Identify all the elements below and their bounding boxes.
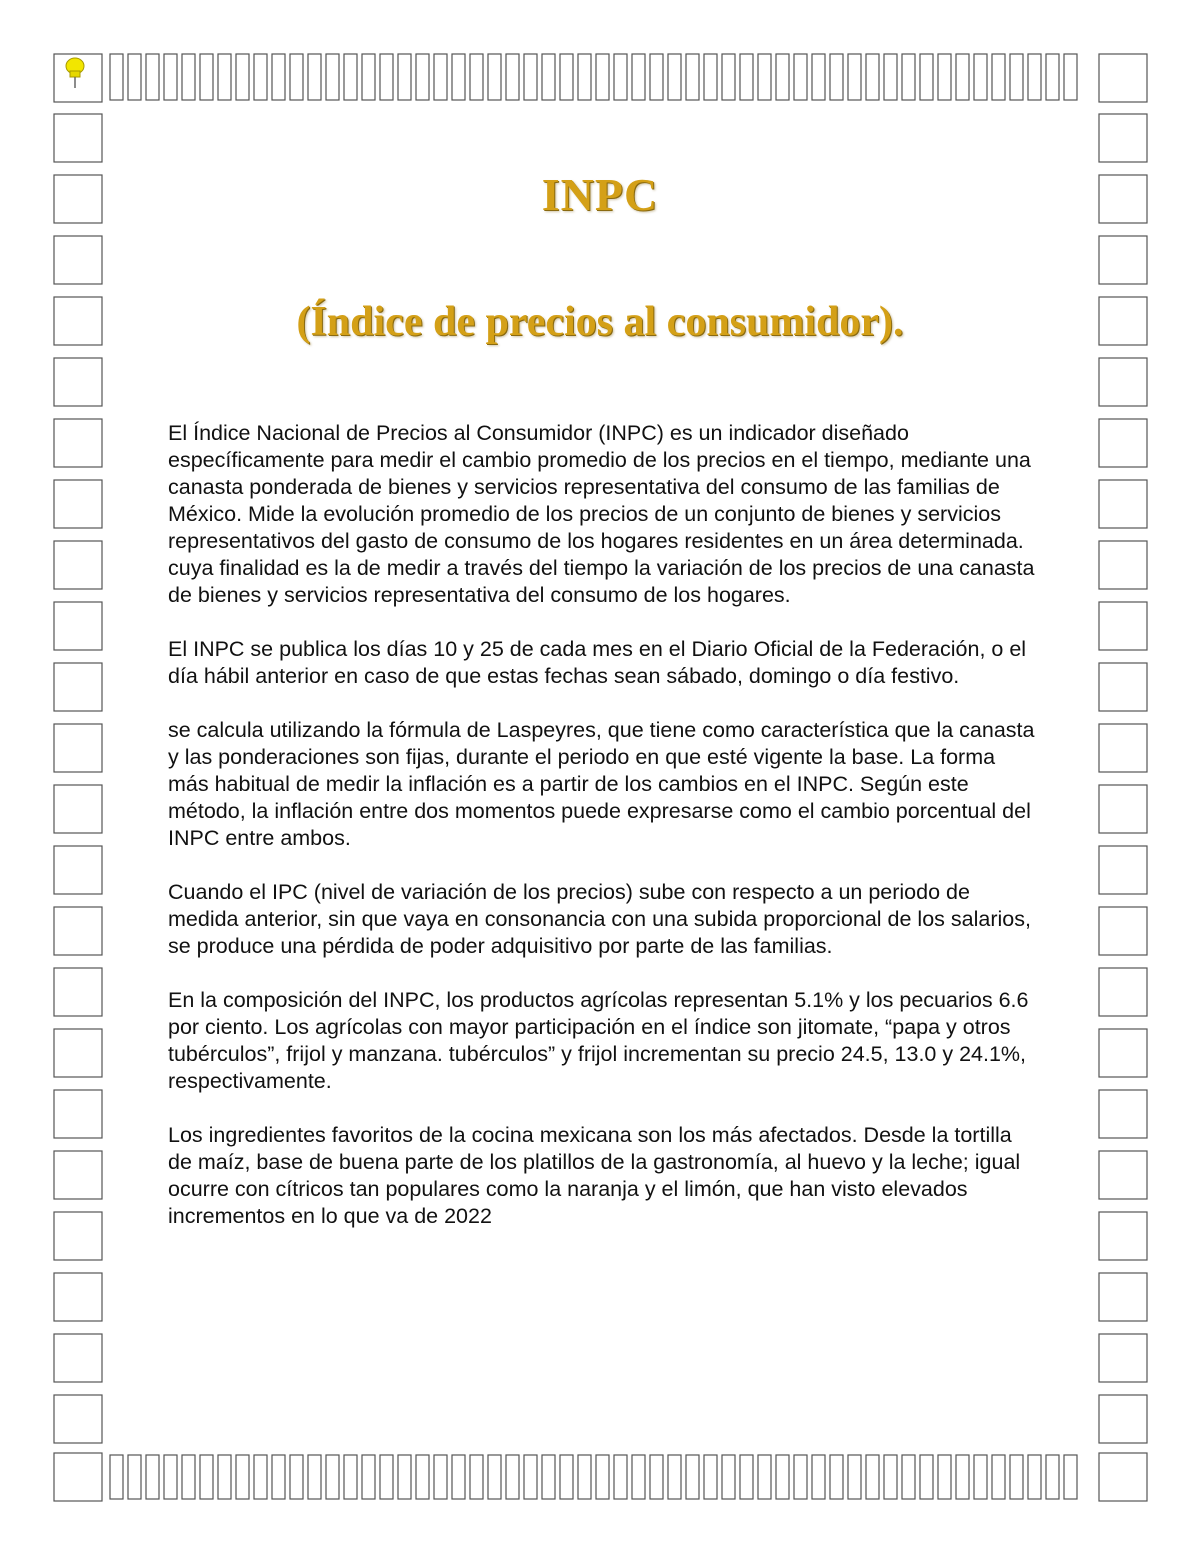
border-bottom-box [1028,1455,1041,1499]
border-top-box [956,54,969,100]
border-top-box [218,54,231,100]
border-top-box [848,54,861,100]
border-top-box [1046,54,1059,100]
border-bottom-box [974,1455,987,1499]
border-bottom-box [542,1455,555,1499]
border-bottom-box [632,1455,645,1499]
border-side-box [1099,1090,1147,1138]
border-top-box [524,54,537,100]
border-side-box [1099,602,1147,650]
border-side-box [1099,663,1147,711]
border-bottom-box [398,1455,411,1499]
border-bottom-box [236,1455,249,1499]
border-bottom-box [200,1455,213,1499]
border-bottom-box [758,1455,771,1499]
border-side-box [1099,1273,1147,1321]
border-side-box [54,1334,102,1382]
border-side-box [54,419,102,467]
border-bottom-box [524,1455,537,1499]
border-top-box [308,54,321,100]
border-side-box [1099,419,1147,467]
border-bottom-box [128,1455,141,1499]
border-bottom-box [254,1455,267,1499]
border-bottom-box [1064,1455,1077,1499]
border-side-box [1099,724,1147,772]
page-title: INPC [541,169,659,220]
border-bottom-box [596,1455,609,1499]
border-bottom-box [812,1455,825,1499]
border-bottom-box [560,1455,573,1499]
border-side-box [54,541,102,589]
border-top-box [560,54,573,100]
border-top-box [1010,54,1023,100]
border-side-box [54,785,102,833]
border-bottom-box [1046,1455,1059,1499]
border-top-box [1064,54,1077,100]
border-side-box [1099,1334,1147,1382]
border-bottom-box [452,1455,465,1499]
border-bottom-box [272,1455,285,1499]
border-corner [54,1453,102,1501]
border-side-box [1099,1151,1147,1199]
border-side-box [1099,1029,1147,1077]
border-bottom-box [434,1455,447,1499]
border-side-box [54,1395,102,1443]
border-top-box [434,54,447,100]
border-side-box [1099,968,1147,1016]
border-side-box [54,480,102,528]
border-top-box [686,54,699,100]
border-bottom-box [920,1455,933,1499]
border-top-box [290,54,303,100]
border-top-box [812,54,825,100]
border-top-box [866,54,879,100]
border-top-box [596,54,609,100]
page-subtitle: (Índice de precios al consumidor). [296,299,904,345]
border-side-box [1099,480,1147,528]
paragraph-2: El INPC se publica los días 10 y 25 de cada mes en el Diario Oficial de la Federación, o el día hábil anterior en caso de que estas fechas sean sábado, domingo o día festivo. [168,637,1027,688]
border-bottom-box [668,1455,681,1499]
border-bottom-box [416,1455,429,1499]
border-bottom-box [884,1455,897,1499]
border-top-box [920,54,933,100]
border-top-box [398,54,411,100]
border-corner [1099,1453,1147,1501]
border-bottom-box [164,1455,177,1499]
border-top-box [236,54,249,100]
border-top-box [938,54,951,100]
border-bottom-box [704,1455,717,1499]
border-top-box [758,54,771,100]
border-top-box [740,54,753,100]
border-top-box [272,54,285,100]
border-corner [1099,54,1147,102]
border-top-box [506,54,519,100]
border-top-box [416,54,429,100]
border-side-box [54,1273,102,1321]
border-side-box [1099,1395,1147,1443]
border-top-box [902,54,915,100]
border-side-box [54,846,102,894]
border-top-box [182,54,195,100]
border-top-box [578,54,591,100]
border-top-box [362,54,375,100]
border-side-box [54,1212,102,1260]
border-bottom-box [578,1455,591,1499]
border-bottom-box [344,1455,357,1499]
border-bottom-box [866,1455,879,1499]
border-top-box [146,54,159,100]
pushpin-icon [55,54,95,94]
border-top-box [884,54,897,100]
border-top-box [704,54,717,100]
paragraph-1: El Índice Nacional de Precios al Consumidor (INPC) es un indicador diseñado específicamente para medir el cambio promedio de los precios en el tiempo, mediante una canasta ponderada de bienes y servicios representativa del consumo de las familias de México. Mide la evolución promedio de los precios de un conjunto de bienes y servicios representativos del gasto de consumo de los hogares residentes en un área determinada. cuya finalidad es la de medir a través del tiempo la variación de los precios de una canasta de bienes y servicios representativa del consumo de los hogares. [168,421,1035,607]
border-top-box [992,54,1005,100]
border-bottom-box [290,1455,303,1499]
border-side-box [1099,114,1147,162]
border-top-box [632,54,645,100]
border-top-box [614,54,627,100]
border-side-box [54,724,102,772]
border-bottom-box [722,1455,735,1499]
border-side-box [1099,846,1147,894]
border-side-box [1099,541,1147,589]
border-bottom-box [308,1455,321,1499]
border-top-box [776,54,789,100]
border-bottom-box [362,1455,375,1499]
border-top-box [110,54,123,100]
border-top-box [326,54,339,100]
border-top-box [542,54,555,100]
border-side-box [54,1029,102,1077]
border-bottom-box [488,1455,501,1499]
paragraph-6: Los ingredientes favoritos de la cocina mexicana son los más afectados. Desde la tortilla de maíz, base de buena parte de los platillos de la gastronomía, al huevo y la leche; igual ocurre con cítricos tan populares como la naranja y el limón, que han visto elevados incrementos en lo que va de 2022 [168,1123,1021,1228]
border-top-box [974,54,987,100]
border-side-box [54,1151,102,1199]
border-bottom-box [614,1455,627,1499]
border-side-box [54,358,102,406]
border-top-box [254,54,267,100]
border-bottom-box [326,1455,339,1499]
border-bottom-box [506,1455,519,1499]
border-top-box [164,54,177,100]
border-side-box [54,1090,102,1138]
border-side-box [1099,1212,1147,1260]
border-top-box [380,54,393,100]
border-bottom-box [740,1455,753,1499]
border-bottom-box [380,1455,393,1499]
border-side-box [54,968,102,1016]
border-side-box [1099,358,1147,406]
border-top-box [650,54,663,100]
border-top-box [344,54,357,100]
border-top-box [668,54,681,100]
border-bottom-box [1010,1455,1023,1499]
border-side-box [1099,785,1147,833]
document-body [168,420,1038,1257]
border-bottom-box [830,1455,843,1499]
border-bottom-box [110,1455,123,1499]
border-bottom-box [218,1455,231,1499]
paragraph-5: En la composición del INPC, los productos agrícolas representan 5.1% y los pecuarios 6.6 por ciento. Los agrícolas con mayor participación en el índice son jitomate, “papa y otros tubérculos”, frijol y manzana. tubérculos” y frijol incrementan su precio 24.5, 13.0 y 24.1%, respectivamente. [168,988,1029,1093]
border-side-box [54,663,102,711]
border-side-box [54,114,102,162]
border-top-box [722,54,735,100]
border-top-box [470,54,483,100]
border-bottom-box [686,1455,699,1499]
border-bottom-box [794,1455,807,1499]
border-side-box [1099,236,1147,284]
border-top-box [830,54,843,100]
border-side-box [1099,907,1147,955]
border-top-box [794,54,807,100]
border-top-box [1028,54,1041,100]
border-top-box [488,54,501,100]
border-bottom-box [848,1455,861,1499]
border-side-box [54,907,102,955]
border-bottom-box [992,1455,1005,1499]
border-bottom-box [470,1455,483,1499]
border-bottom-box [146,1455,159,1499]
border-top-box [128,54,141,100]
border-side-box [54,602,102,650]
border-bottom-box [776,1455,789,1499]
border-bottom-box [650,1455,663,1499]
border-bottom-box [956,1455,969,1499]
border-bottom-box [938,1455,951,1499]
border-bottom-box [902,1455,915,1499]
border-top-box [200,54,213,100]
paragraph-3: se calcula utilizando la fórmula de Laspeyres, que tiene como característica que la canasta y las ponderaciones son fijas, durante el periodo en que esté vigente la base. La forma más habitual de medir la inflación es a partir de los cambios en el INPC. Según este método, la inflación entre dos momentos puede expresarse como el cambio porcentual del INPC entre ambos. [168,718,1035,850]
border-side-box [54,236,102,284]
border-bottom-box [182,1455,195,1499]
paragraph-4: Cuando el IPC (nivel de variación de los precios) sube con respecto a un periodo de medida anterior, sin que vaya en consonancia con una subida proporcional de los salarios, se produce una pérdida de poder adquisitivo por parte de las familias. [168,880,1031,958]
border-top-box [452,54,465,100]
